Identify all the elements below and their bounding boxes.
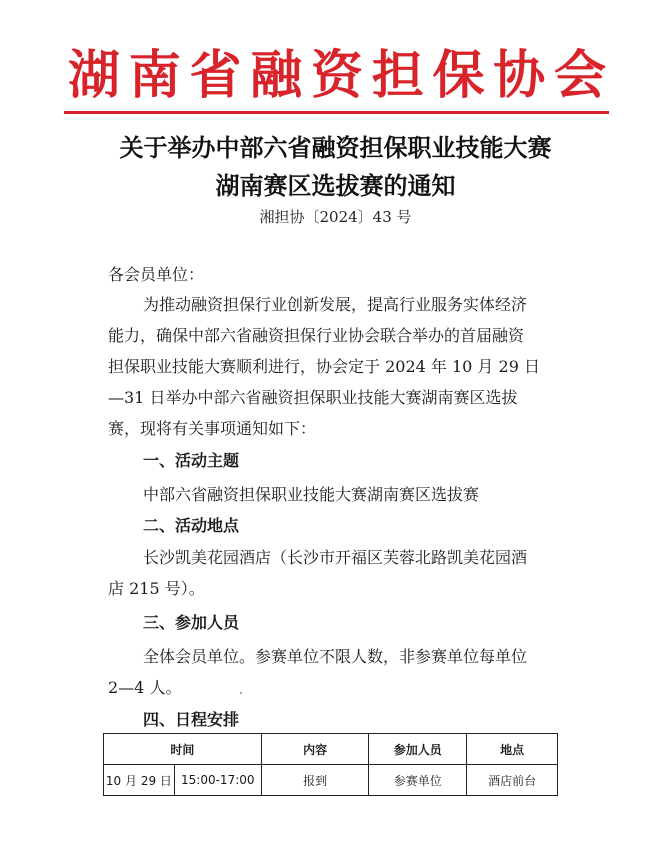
cell-content: 报到 bbox=[261, 765, 369, 796]
venue-text-line1: 长沙凯美花园酒店（长沙市开福区芙蓉北路凯美花园酒 bbox=[143, 548, 528, 567]
salutation: 各会员单位： bbox=[108, 265, 205, 284]
document-number: 湘担协〔2024〕43 号 bbox=[259, 208, 412, 226]
venue-text-line2: 店 215 号）。 bbox=[108, 579, 205, 598]
cell-place: 酒店前台 bbox=[467, 765, 558, 796]
header-place: 地点 bbox=[467, 734, 558, 765]
intro-line: —31 日举办中部六省融资担保职业技能大赛湖南赛区选拔 bbox=[108, 388, 518, 407]
masthead-title: 湖南省融资担保协会 bbox=[68, 45, 608, 106]
section-heading-theme: 一、活动主题 bbox=[143, 451, 240, 470]
theme-text: 中部六省融资担保职业技能大赛湖南赛区选拔赛 bbox=[143, 485, 480, 504]
table-header-row bbox=[104, 734, 558, 765]
table-row bbox=[104, 765, 558, 796]
intro-line: 赛，现将有关事项通知如下： bbox=[108, 419, 317, 438]
section-heading-participants: 三、参加人员 bbox=[143, 613, 240, 632]
notice-title-line2: 湖南赛区选拔赛的通知 bbox=[215, 171, 456, 200]
header-time: 时间 bbox=[104, 734, 262, 765]
intro-line: 为推动融资担保行业创新发展，提高行业服务实体经济 bbox=[143, 295, 528, 314]
intro-line: 能力，确保中部六省融资担保行业协会联合举办的首届融资 bbox=[108, 326, 525, 345]
section-heading-venue: 二、活动地点 bbox=[143, 516, 240, 535]
header-content: 内容 bbox=[261, 734, 369, 765]
schedule-table bbox=[103, 733, 558, 796]
cell-time: 15:00-17:00 bbox=[174, 765, 261, 796]
masthead-rule bbox=[64, 111, 609, 114]
participants-text-line1: 全体会员单位。参赛单位不限人数，非参赛单位每单位 bbox=[143, 647, 528, 666]
stray-mark bbox=[240, 692, 242, 694]
notice-title-line1: 关于举办中部六省融资担保职业技能大赛 bbox=[119, 133, 552, 162]
section-heading-schedule: 四、日程安排 bbox=[143, 710, 240, 729]
intro-line: 担保职业技能大赛顺利进行，协会定于 2024 年 10 月 29 日 bbox=[108, 357, 540, 376]
header-people: 参加人员 bbox=[369, 734, 467, 765]
cell-date: 10 月 29 日 bbox=[104, 765, 175, 796]
participants-text-line2: 2—4 人。 bbox=[108, 678, 182, 697]
cell-people: 参赛单位 bbox=[369, 765, 467, 796]
